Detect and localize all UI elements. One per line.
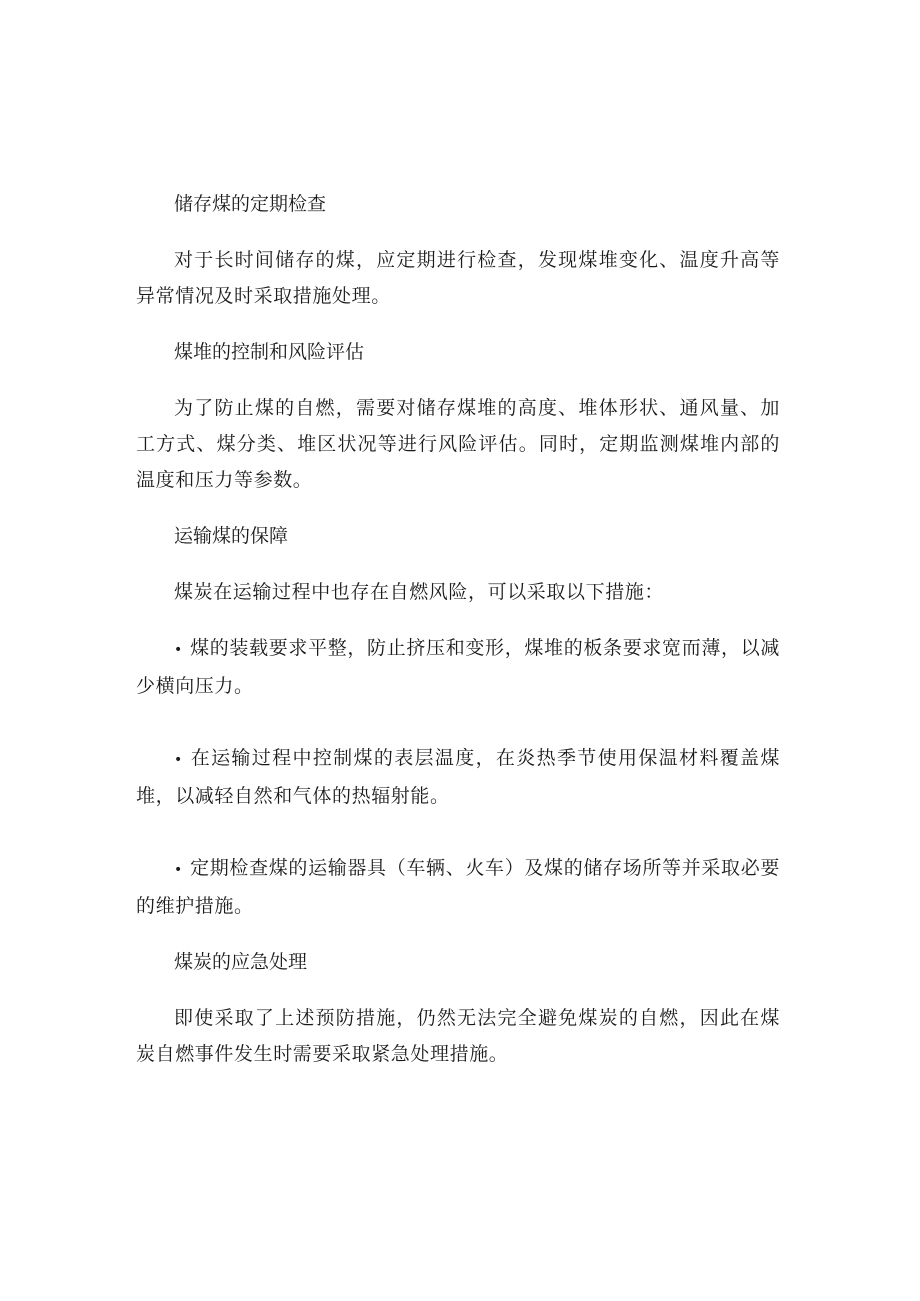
bullet-icon: • — [174, 862, 183, 878]
section-heading: 运输煤的保障 — [174, 525, 289, 547]
bullet-icon: • — [174, 752, 183, 768]
document-body — [136, 186, 780, 1092]
section-paragraph: 为了防止煤的自燃，需要对储存煤堆的高度、堆体形状、通风量、加工方式、煤分类、堆区状况等进行风险评估。同时，定期监测煤堆内部的温度和压力等参数。 — [136, 397, 780, 491]
section-paragraph: 对于长时间储存的煤，应定期进行检查，发现煤堆变化、温度升高等异常情况及时采取措施处理。 — [136, 249, 780, 307]
section-paragraph: 煤炭在运输过程中也存在自燃风险，可以采取以下措施： — [174, 581, 665, 603]
section-paragraph: 即使采取了上述预防措施，仍然无法完全避免煤炭的自燃，因此在煤炭自燃事件发生时需要采取紧急处理措施。 — [136, 1007, 780, 1065]
bullet-text: 在运输过程中控制煤的表层温度，在炎热季节使用保温材料覆盖煤堆，以减轻自然和气体的热辐射能。 — [136, 747, 780, 807]
bullet-text: 定期检查煤的运输器具（车辆、火车）及煤的储存场所等并采取必要的维护措施。 — [136, 857, 780, 917]
bullet-item — [136, 850, 780, 924]
section-heading: 储存煤的定期检查 — [174, 193, 327, 215]
section-heading: 煤堆的控制和风险评估 — [174, 341, 365, 363]
bullet-item — [136, 740, 780, 814]
bullet-item — [136, 630, 780, 704]
section-heading: 煤炭的应急处理 — [174, 951, 308, 973]
bullet-text: 煤的装载要求平整，防止挤压和变形，煤堆的板条要求宽而薄，以减少横向压力。 — [136, 637, 780, 697]
bullet-icon: • — [174, 642, 183, 658]
